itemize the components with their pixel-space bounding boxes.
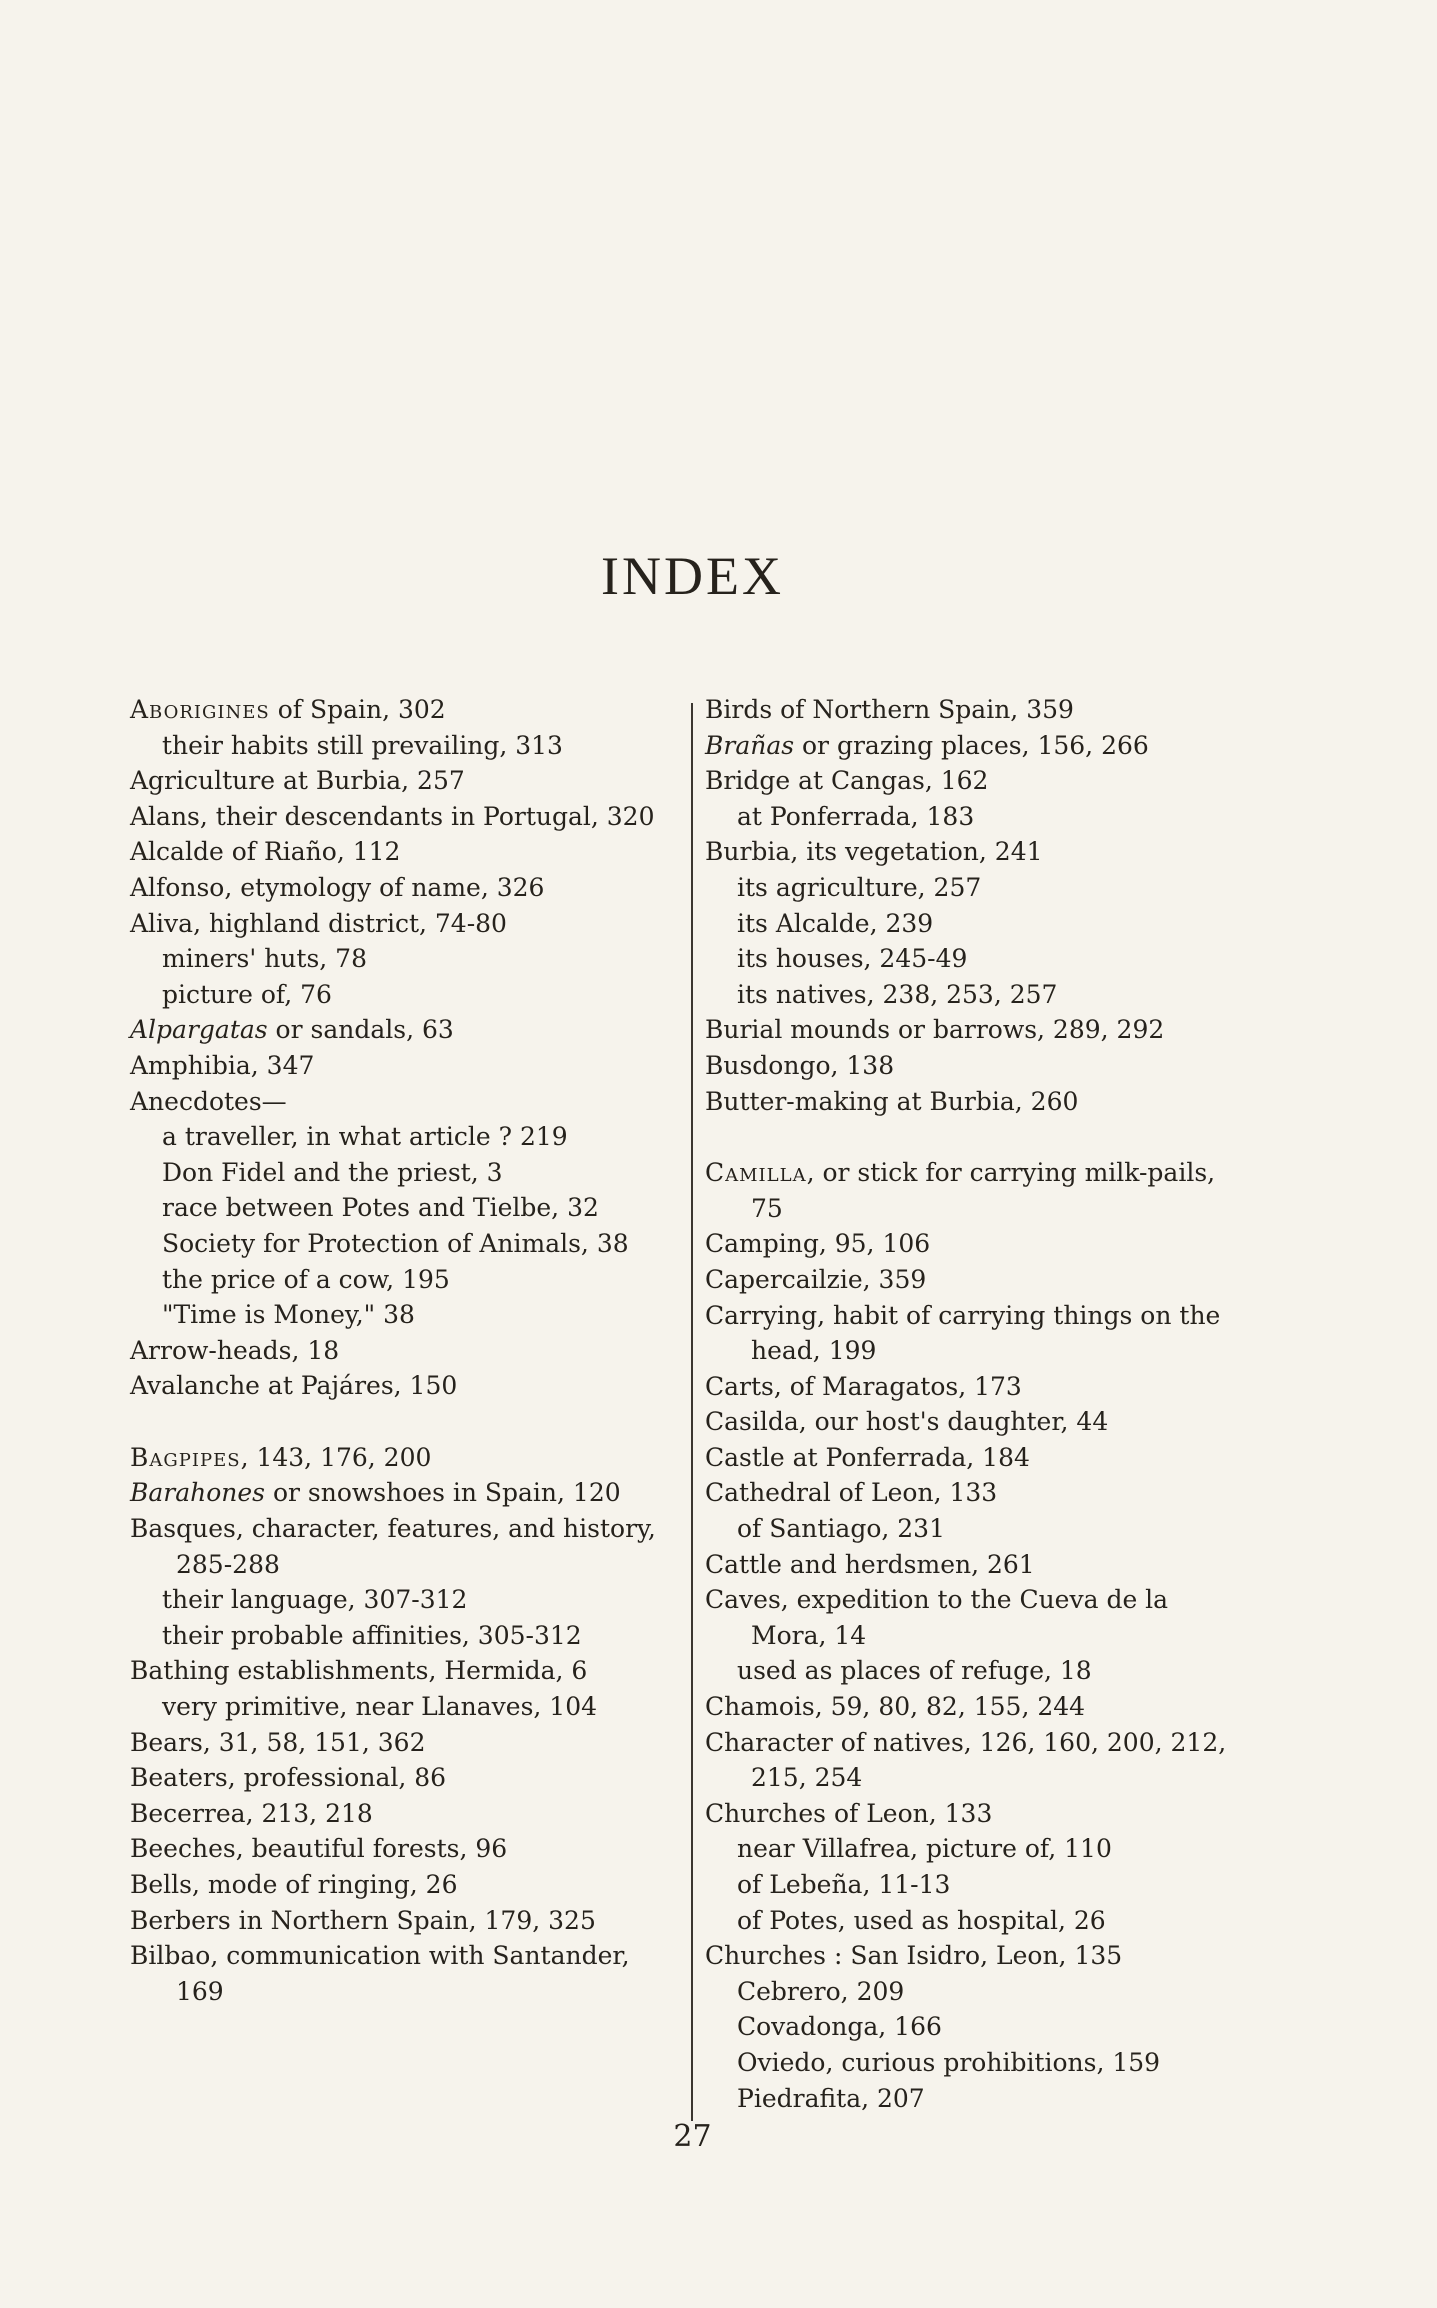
index-entry [130,692,680,728]
entry-text: Berbers in Northern Spain, 179, 325 [130,1905,596,1935]
entry-text: Agriculture at Burbia, 257 [130,766,465,796]
entry-text: Burbia, its vegetation, 241 [705,837,1043,867]
index-subentry [130,1582,680,1618]
index-subentry [705,1511,1250,1547]
index-subentry [705,870,1250,906]
entry-text: Capercailzie, 359 [705,1264,927,1294]
entry-text: their language, 307-312 [162,1585,468,1615]
entry-text: Covadonga, 166 [737,2012,942,2042]
index-entry [705,1547,1250,1583]
entry-text: Basques, character, features, and history, 285-288 [130,1514,656,1579]
index-entry [130,1653,680,1689]
index-entry [130,799,680,835]
entry-text: Character of natives, 126, 160, 200, 212, 215, 254 [705,1727,1227,1793]
entry-text: Bells, mode of ringing, 26 [130,1870,458,1899]
index-entry [130,1048,680,1084]
index-entry [705,1048,1250,1084]
entry-text: Anecdotes— [130,1086,287,1116]
entry-text: Busdongo, 138 [705,1050,895,1080]
index-entry [130,1796,680,1832]
entry-text: miners' huts, 78 [162,944,367,974]
index-entry [130,1333,680,1369]
index-subentry [705,1867,1250,1903]
index-entry [130,906,680,942]
index-subentry [705,1831,1250,1867]
entry-text: Bears, 31, 58, 151, 362 [130,1727,426,1757]
index-entry [705,834,1250,870]
section-gap [705,1119,1250,1155]
index-entry [130,763,680,799]
entry-text: Carts, of Maragatos, 173 [705,1371,1022,1401]
index-entry [705,1440,1250,1476]
entry-text: its natives, 238, 253, 257 [737,979,1058,1009]
entry-text: Cattle and herdsmen, 261 [705,1549,1035,1579]
index-entry [705,1938,1250,1974]
entry-text: Amphibia, 347 [130,1050,315,1080]
entry-italic-term: Barahones [130,1478,266,1508]
index-subentry [130,1689,680,1725]
index-subentry [705,2009,1250,2045]
entry-text: of Potes, used as hospital, 26 [737,1905,1106,1935]
index-subentry [705,906,1250,942]
index-entry [705,1582,1250,1653]
index-entry [130,1475,680,1511]
entry-text: Becerrea, 213, 218 [130,1798,373,1828]
entry-text: their probable affinities, 305-312 [162,1620,582,1650]
entry-text: Alans, their descendants in Portugal, 320 [130,801,655,831]
entry-text: Alcalde of Riaño, 112 [130,837,401,867]
entry-text: Society for Protection of Animals, 38 [162,1228,629,1258]
index-subentry [130,1119,680,1155]
entry-text: Castle at Ponferrada, 184 [705,1442,1030,1472]
entry-text: very primitive, near Llanaves, 104 [162,1692,598,1722]
index-subentry [705,1903,1250,1939]
entry-text: , 143, 176, 200 [240,1442,432,1472]
entry-text: "Time is Money," 38 [162,1300,415,1330]
index-column-left [130,692,680,2009]
entry-text: or snowshoes in Spain, 120 [265,1478,621,1508]
index-entry [130,1903,680,1939]
entry-lead-word: Camilla [705,1158,807,1188]
column-divider [691,703,693,2121]
index-subentry [130,1155,680,1191]
entry-text: Avalanche at Pajáres, 150 [130,1371,458,1401]
entry-text: Cebrero, 209 [737,1976,905,2006]
entry-text: Bilbao, communication with Santander, 169 [130,1941,630,2006]
entry-text: Churches : San Isidro, Leon, 135 [705,1941,1123,1971]
index-entry [705,692,1250,728]
index-entry [705,1155,1250,1226]
entry-text: at Ponferrada, 183 [737,801,975,831]
entry-italic-term: Brañas [705,730,795,760]
entry-text: Caves, expedition to the Cueva de la Mora, 14 [705,1585,1169,1650]
index-subentry [130,941,680,977]
entry-text: Aliva, highland district, 74-80 [130,908,507,938]
entry-text: of Lebeña, 11-13 [737,1870,951,1899]
index-entry [705,763,1250,799]
index-entry [705,1369,1250,1405]
index-column-right [705,692,1250,2116]
entry-text: Churches of Leon, 133 [705,1798,993,1828]
index-subentry [130,977,680,1013]
index-entry [705,1796,1250,1832]
entry-text: their habits still prevailing, 313 [162,730,563,760]
index-entry [705,728,1250,764]
entry-text: Burial mounds or barrows, 289, 292 [705,1015,1165,1045]
index-entry [705,1725,1250,1796]
entry-text: Casilda, our host's daughter, 44 [705,1407,1109,1437]
index-entry [130,1440,680,1476]
index-entry [130,1831,680,1867]
entry-text: its agriculture, 257 [737,872,982,902]
entry-text: Carrying, habit of carrying things on the head, 199 [705,1300,1221,1366]
page-number: 27 [673,2119,712,2154]
entry-text: near Villafrea, picture of, 110 [737,1834,1112,1864]
index-entry [705,1689,1250,1725]
entry-text: Alfonso, etymology of name, 326 [130,872,545,902]
entry-text: its houses, 245-49 [737,944,968,974]
index-entry [705,1475,1250,1511]
entry-text: Chamois, 59, 80, 82, 155, 244 [705,1692,1086,1722]
entry-text: picture of, 76 [162,979,332,1009]
index-entry [705,1084,1250,1120]
entry-text: used as places of refuge, 18 [737,1656,1092,1686]
index-entry [130,1938,680,2009]
entry-text: , or stick for carrying milk-pails, 75 [751,1158,1216,1223]
entry-text: Butter-making at Burbia, 260 [705,1086,1079,1116]
index-subentry [705,799,1250,835]
entry-text: the price of a cow, 195 [162,1264,450,1294]
page-title: INDEX [601,546,784,606]
index-entry [705,1226,1250,1262]
entry-lead-word: Bagpipes [130,1442,241,1472]
entry-text: Don Fidel and the priest, 3 [162,1157,503,1187]
entry-text: Bathing establishments, Hermida, 6 [130,1656,588,1686]
entry-italic-term: Alpargatas [130,1015,268,1045]
index-subentry [705,2045,1250,2081]
entry-text: Arrow-heads, 18 [130,1335,340,1365]
index-subentry [705,977,1250,1013]
section-gap [130,1404,680,1440]
entry-text: race between Potes and Tielbe, 32 [162,1193,599,1223]
entry-text: Oviedo, curious prohibitions, 159 [737,2047,1161,2077]
entry-lead-word: Aborigines [130,695,270,724]
index-subentry [130,1226,680,1262]
index-entry [705,1262,1250,1298]
index-subentry [130,728,680,764]
entry-text: Beaters, professional, 86 [130,1763,447,1793]
index-subentry [705,2081,1250,2117]
index-subentry [130,1262,680,1298]
index-entry [130,1867,680,1903]
entry-text: its Alcalde, 239 [737,908,934,938]
index-subentry [705,941,1250,977]
entry-text: a traveller, in what article ? 219 [162,1122,568,1152]
entry-text: Camping, 95, 106 [705,1229,931,1259]
index-entry [130,1511,680,1582]
index-entry [130,1012,680,1048]
index-entry [705,1404,1250,1440]
index-subentry [705,1974,1250,2010]
index-subentry [130,1297,680,1333]
entry-text: Piedrafita, 207 [737,2083,925,2113]
entry-text: or sandals, 63 [267,1015,454,1045]
entry-text: of Santiago, 231 [737,1514,945,1544]
index-subentry [130,1190,680,1226]
entry-text: Cathedral of Leon, 133 [705,1478,998,1508]
index-entry [130,870,680,906]
entry-text: of Spain, 302 [269,695,446,724]
entry-text: Birds of Northern Spain, 359 [705,695,1074,724]
entry-text: Bridge at Cangas, 162 [705,766,989,796]
entry-text: Beeches, beautiful forests, 96 [130,1834,508,1864]
index-entry [130,1725,680,1761]
index-entry [705,1298,1250,1369]
index-entry [130,1084,680,1120]
index-subentry [705,1653,1250,1689]
index-entry [130,1368,680,1404]
index-entry [130,834,680,870]
index-entry [130,1760,680,1796]
entry-text: or grazing places, 156, 266 [794,730,1149,760]
index-entry [705,1012,1250,1048]
index-subentry [130,1618,680,1654]
